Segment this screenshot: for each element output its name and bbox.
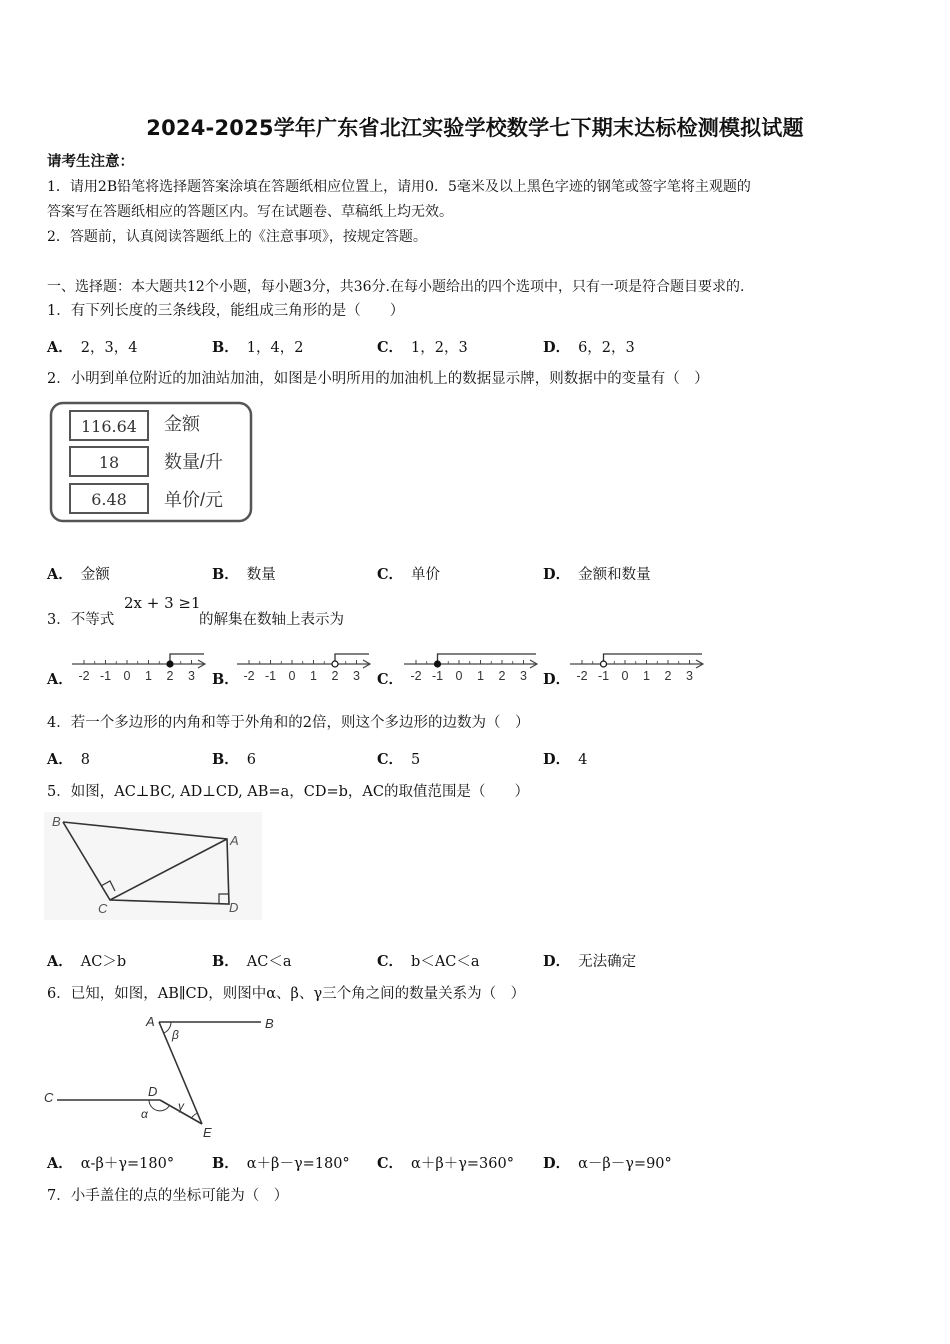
q6-label-e: E xyxy=(203,1125,212,1140)
tick-label: -2 xyxy=(410,669,422,683)
q5-stem: 5．如图，AC⊥BC, AD⊥CD, AB=a，CD=b，AC的取值范围是（ ） xyxy=(47,784,529,800)
q2-option-a[interactable]: A． 金额 xyxy=(47,566,110,583)
q3-inequality: 2x + 3 ≥1 xyxy=(124,594,201,612)
tick-label: 3 xyxy=(353,669,360,683)
tick-label: 1 xyxy=(643,669,650,683)
q1-option-d[interactable]: D． 6，2，3 xyxy=(543,339,635,356)
q5-label-d: D xyxy=(229,900,239,915)
q1-stem: 1．有下列长度的三条线段，能组成三角形的是（ ） xyxy=(47,303,405,319)
price-value: 6.48 xyxy=(91,490,127,509)
q3-option-d-letter[interactable]: D． xyxy=(543,671,571,688)
notice-heading: 请考生注意： xyxy=(47,153,134,170)
quantity-label: 数量/升 xyxy=(164,452,224,472)
q7-stem: 7．小手盖住的点的坐标可能为（ ） xyxy=(47,1188,289,1204)
q1-option-a[interactable]: A． 2，3，4 xyxy=(47,339,138,356)
q4-stem: 4．若一个多边形的内角和等于外角和的2倍，则这个多边形的边数为（ ） xyxy=(47,715,530,731)
tick-label: -2 xyxy=(576,669,588,683)
tick-label: 2 xyxy=(331,669,339,683)
closed-point xyxy=(435,661,441,667)
q6-option-c[interactable]: C． α＋β＋γ=360° xyxy=(377,1155,514,1172)
q4-option-c[interactable]: C． 5 xyxy=(377,751,421,768)
q3-option-d-numberline[interactable] xyxy=(568,648,708,686)
tick-label: 0 xyxy=(123,669,131,683)
tick-label: -1 xyxy=(99,669,112,683)
q3-option-c-letter[interactable]: C． xyxy=(377,671,404,688)
q6-label-c: C xyxy=(44,1090,54,1105)
tick-label: 2 xyxy=(498,669,506,683)
q6-label-b: B xyxy=(265,1016,274,1031)
open-point xyxy=(601,661,607,667)
fuel-display-figure xyxy=(48,400,254,526)
q6-label-gamma: γ xyxy=(178,1099,184,1113)
q3-option-c-numberline[interactable] xyxy=(402,648,542,686)
amount-value: 116.64 xyxy=(81,417,137,436)
quantity-value: 18 xyxy=(98,453,120,472)
q5-figure xyxy=(44,812,262,920)
tick-label: 2 xyxy=(664,669,672,683)
section-heading: 一、选择题：本大题共12个小题，每小题3分，共36分.在每小题给出的四个选项中，只有一项是符合题目要求的. xyxy=(47,279,745,295)
tick-label: 0 xyxy=(621,669,629,683)
q2-option-c[interactable]: C． 单价 xyxy=(377,566,441,583)
q6-option-b[interactable]: B． α＋β－γ=180° xyxy=(212,1155,350,1172)
solution-ray xyxy=(170,654,204,664)
q1-option-c[interactable]: C． 1，2，3 xyxy=(377,339,468,356)
q2-option-b[interactable]: B． 数量 xyxy=(212,566,276,583)
q3-option-a-letter[interactable]: A． xyxy=(47,671,73,688)
tick-label: 1 xyxy=(477,669,484,683)
q3-option-b-letter[interactable]: B． xyxy=(212,671,239,688)
tick-label: 2 xyxy=(166,669,174,683)
q6-option-a[interactable]: A． α-β＋γ=180° xyxy=(47,1155,175,1172)
q1-option-b[interactable]: B． 1，4，2 xyxy=(212,339,304,356)
tick-label: -1 xyxy=(431,669,444,683)
q6-figure xyxy=(40,1010,290,1145)
q6-label-beta: β xyxy=(172,1028,179,1042)
q5-label-a: A xyxy=(230,833,239,848)
tick-label: -1 xyxy=(264,669,277,683)
q3-stem-suffix: 的解集在数轴上表示为 xyxy=(199,612,344,628)
q6-stem: 6．已知，如图，AB∥CD，则图中α、β、γ三个角之间的数量关系为（ ） xyxy=(47,986,526,1002)
q5-option-b[interactable]: B． AC＜a xyxy=(212,953,292,970)
q5-label-b: B xyxy=(52,814,61,829)
q3-option-b-numberline[interactable] xyxy=(235,648,375,686)
notice-line-2: 答案写在答题纸相应的答题区内。写在试题卷、草稿纸上均无效。 xyxy=(47,204,453,220)
tick-label: 3 xyxy=(188,669,195,683)
tick-label: 1 xyxy=(145,669,152,683)
tick-label: 1 xyxy=(310,669,317,683)
notice-line-1: 1．请用2B铅笔将选择题答案涂填在答题纸相应位置上，请用0．5毫米及以上黑色字迹的钢笔或签字笔将主观题的 xyxy=(47,179,751,195)
q4-option-d[interactable]: D． 4 xyxy=(543,751,588,768)
tick-label: 0 xyxy=(288,669,296,683)
price-label: 单价/元 xyxy=(164,490,224,510)
tick-label: 0 xyxy=(455,669,463,683)
tick-label: -1 xyxy=(597,669,610,683)
q6-label-alpha: α xyxy=(141,1107,148,1121)
amount-label: 金额 xyxy=(164,414,200,434)
q4-option-a[interactable]: A． 8 xyxy=(47,751,90,768)
q3-stem-prefix: 3．不等式 xyxy=(47,612,115,628)
tick-label: 3 xyxy=(520,669,527,683)
q3-option-a-numberline[interactable] xyxy=(70,648,210,686)
open-point xyxy=(332,661,338,667)
q2-option-d[interactable]: D． 金额和数量 xyxy=(543,566,651,583)
solution-ray xyxy=(438,654,537,664)
page-title: 2024-2025学年广东省北江实验学校数学七下期末达标检测模拟试题 xyxy=(146,116,804,140)
tick-label: -2 xyxy=(78,669,90,683)
q5-option-a[interactable]: A． AC＞b xyxy=(47,953,127,970)
q6-option-d[interactable]: D． α－β－γ=90° xyxy=(543,1155,672,1172)
tick-label: 3 xyxy=(686,669,693,683)
closed-point xyxy=(167,661,173,667)
solution-ray xyxy=(604,654,703,664)
q4-option-b[interactable]: B． 6 xyxy=(212,751,256,768)
q5-label-c: C xyxy=(98,901,108,916)
q5-option-c[interactable]: C． b＜AC＜a xyxy=(377,953,480,970)
q2-stem: 2．小明到单位附近的加油站加油，如图是小明所用的加油机上的数据显示牌，则数据中的变量有（ ） xyxy=(47,371,709,387)
q6-label-a: A xyxy=(146,1014,155,1029)
tick-label: -2 xyxy=(243,669,255,683)
solution-ray xyxy=(335,654,369,664)
q6-label-d: D xyxy=(148,1084,158,1099)
notice-line-3: 2．答题前，认真阅读答题纸上的《注意事项》，按规定答题。 xyxy=(47,229,427,245)
q5-option-d[interactable]: D． 无法确定 xyxy=(543,953,637,970)
